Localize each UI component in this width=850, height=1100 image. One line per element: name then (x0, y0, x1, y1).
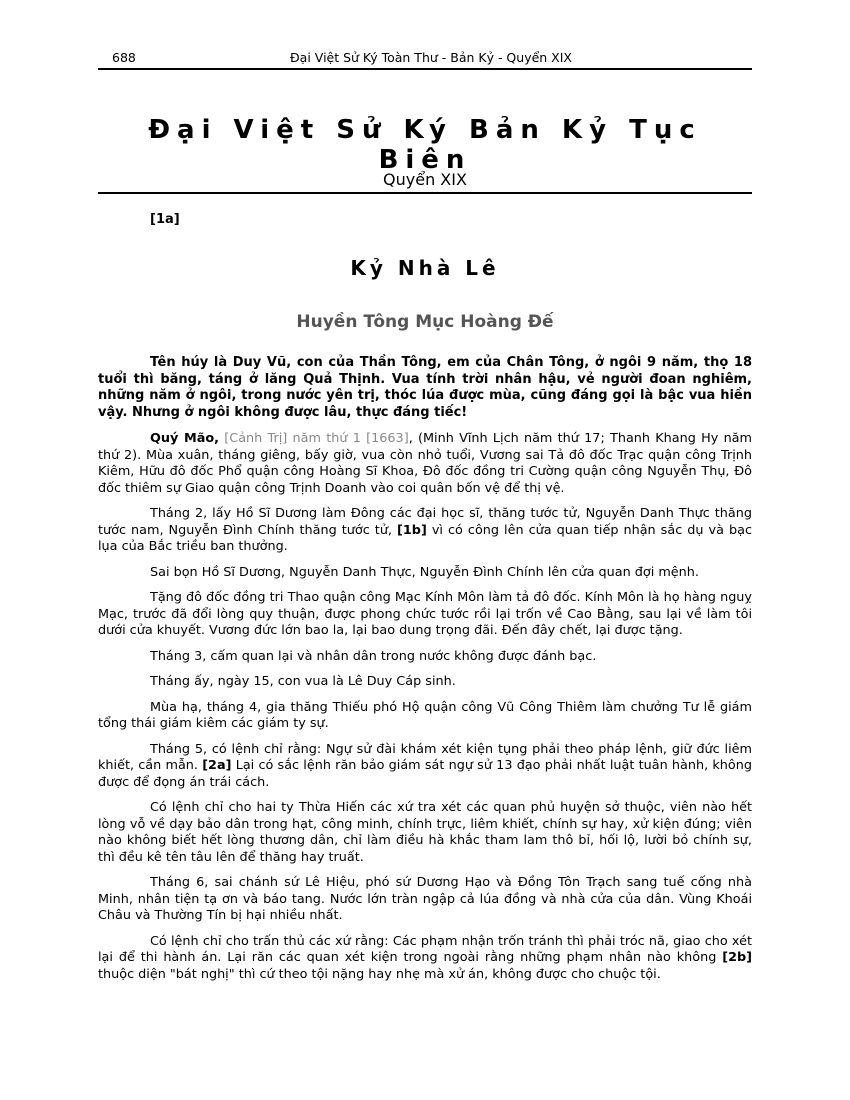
era-label: [Cảnh Trị] năm thứ 1 [1663] (224, 431, 409, 446)
paragraph: Tháng 3, cấm quan lại và nhân dân trong nước không được đánh bạc. (150, 648, 597, 664)
running-title: Đại Việt Sử Ký Toàn Thư - Bản Kỷ - Quyển XIX (290, 50, 572, 65)
intro-paragraph: Tên húy là Duy Vũ, con của Thần Tông, em của Chân Tông, ở ngôi 9 năm, thọ 18 tuổi thì băng, táng ở lăng Quả Thịnh. Vua tính trời nhân hậu, vẻ người đoan nghiêm, những năm ở ngôi, trong nước yên trị, thóc lúa được mùa, cũng đáng gọi là bậc vua hiền vậy. Nhưng ở ngôi không được lâu, thực đáng tiếc! (98, 355, 752, 420)
emperor-title: Huyền Tông Mục Hoàng Đế (296, 312, 554, 332)
title-rule (98, 192, 752, 194)
paragraph (98, 934, 752, 984)
paragraph: Tặng đô đốc đồng tri Thao quận công Mạc Kính Môn làm tả đô đốc. Kính Môn là họ hàng nguỵ Mạc, trước đã đổi lòng quy thuận, được phong chức tước rồi lại trốn về Cao Bằng, sau lại về làm tôi dưới cửa khuyết. Vương đức lớn bao la, lại bao dung trọng đãi. Đến đây chết, lại được tặng. (98, 590, 752, 638)
paragraph (98, 431, 752, 497)
year-label: Quý Mão, (150, 431, 220, 446)
paragraph-text: Tháng 2, lấy Hồ Sĩ Dương làm Đông các đại học sĩ, thăng tước tử, Nguyễn Danh Thực thăng tước nam, Nguyễn Đình Chính thăng tước tử, (98, 506, 752, 538)
paragraph (98, 506, 752, 556)
volume-label: Quyển XIX (383, 170, 467, 189)
folio-ref: [2b] (722, 950, 752, 965)
body-text (98, 355, 752, 992)
paragraph-text: Có lệnh chỉ cho trấn thủ các xứ rằng: Các phạm nhận trốn tránh thì phải tróc nã, giao cho xét lại để thi hành án. Lại răn các quan xét kiện trong ngoài rằng những phạm nhân nào không (98, 933, 752, 965)
paragraph-text: vì có công lên cửa quan tiếp nhận sắc dụ và bạc lụa của Bắc triều ban thưởng. (98, 522, 752, 554)
section-title: Kỷ Nhà Lê (350, 256, 500, 280)
paragraph: Mùa hạ, tháng 4, gia thăng Thiếu phó Hộ quận công Vũ Công Thiêm làm chưởng Tư lễ giám tổng thái giám kiêm các giám ty sự. (98, 699, 752, 731)
paragraph: Tháng 6, sai chánh sứ Lê Hiệu, phó sứ Dương Hạo và Đồng Tôn Trạch sang tuế cống nhà Minh, nhân tiện tạ ơn và báo tang. Nước lớn tràn ngập cả lúa đồng và nhà cửa của dân. Vùng Khoái Châu và Thường Tín bị hại nhiều nhất. (98, 875, 752, 923)
folio-ref: [1a] (150, 212, 180, 227)
paragraph (98, 742, 752, 792)
page-number: 688 (112, 50, 136, 65)
paragraph-text: thuộc diện "bát nghị" thì cứ theo tội nặng hay nhẹ mà xử án, không được cho chuộc tội. (98, 966, 661, 982)
paragraph-text: Lại có sắc lệnh răn bảo giám sát ngự sử 13 đạo phải nhất luật tuân hành, không được để đọng án trái cách. (98, 758, 752, 790)
folio-ref: [1b] (397, 522, 427, 538)
header-rule (98, 68, 752, 70)
folio-ref: [2a] (202, 758, 232, 773)
paragraph: Sai bọn Hồ Sĩ Dương, Nguyễn Danh Thực, Nguyễn Đình Chính lên cửa quan đợi mệnh. (150, 564, 699, 580)
book-title: Đại Việt Sử Ký Bản Kỷ Tục Biên (148, 115, 702, 175)
page-header (98, 48, 752, 66)
paragraph-text: Tháng 5, có lệnh chỉ rằng: Ngự sử đài khám xét kiện tụng phải theo pháp lệnh, giữ đức liêm khiết, cần mẫn. (98, 741, 752, 773)
paragraph-text: , (Minh Vĩnh Lịch năm thứ 17; Thanh Khang Hy năm thứ 2). Mùa xuân, tháng giêng, bấy giờ, vua còn nhỏ tuổi, Vương sai Tả đô đốc Trạc quận công Trịnh Kiêm, Hữu đô đốc Phổ quận công Hoàng Sĩ Khoa, Đô đốc đồng tri Cường quận công Nguyễn Thụ, Đô đốc thiêm sự Giao quận công Trịnh Doanh vào coi quân bốn vệ để thị vệ. (98, 431, 752, 496)
paragraph: Tháng ấy, ngày 15, con vua là Lê Duy Cáp sinh. (150, 674, 456, 689)
paragraph: Có lệnh chỉ cho hai ty Thừa Hiến các xứ tra xét các quan phủ huyện sở thuộc, viên nào hết lòng vỗ về dạy bảo dân trong hạt, công minh, chính trực, liêm khiết, chính sự hay, xử kiện đúng; viên nào không biết hết lòng thương dân, chỉ làm điều hà khắc tham lam thô bỉ, hối lộ, lười bỏ chính sự, thì đều kê tên tâu lên để thăng hay truất. (98, 800, 752, 865)
